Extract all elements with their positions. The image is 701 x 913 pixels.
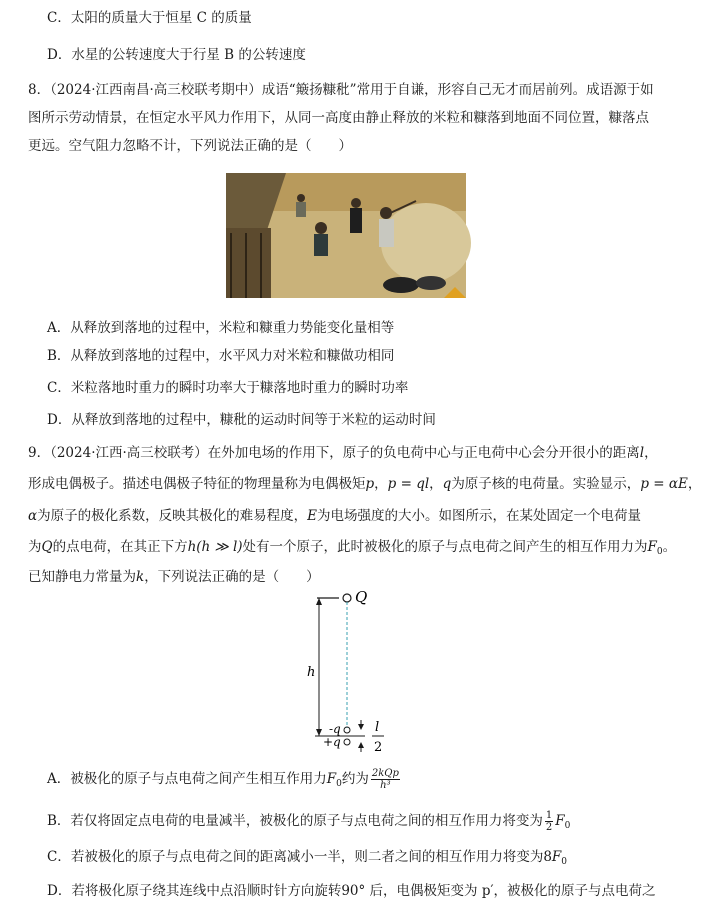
q8-option-c: C．米粒落地时重力的瞬时功率大于糠落地时重力的瞬时功率 [47,380,409,396]
h-arrow-down [316,729,322,736]
q8-stem-line3: 更远。空气阻力忽略不计，下列说法正确的是（ ） [28,138,352,154]
q9-option-c: C．若被极化的原子与点电荷之间的距离减小一半，则二者之间的相互作用力将变为$8F_0$ [47,849,568,867]
q8-option-a: A．从释放到落地的过程中，米粒和糠重力势能变化量相等 [47,320,395,336]
q8-stem-line2: 图所示劳动情景，在恒定水平风力作用下，从同一高度由静止释放的米粒和糠落到地面不同位置，糠落点 [28,110,649,126]
label-Q: Q [355,588,368,606]
q9-stem-line5: 已知静电力常量为k，下列说法正确的是（ ） [28,569,320,585]
label-l: l [375,720,380,735]
dipole-diagram [295,588,405,763]
q9-stem-line2: 形成电偶极子。描述电偶极子特征的物理量称为电偶极矩p，p = ql，q为原子核的电荷量。实验显示，p = αE， [28,476,701,492]
winnowing-painting [226,173,466,298]
label-minus-q: -q [329,722,341,736]
charge-Q [343,594,351,602]
q9-option-d: D．若将极化原子绕其连线中点沿顺时针方向旋转90° 后，电偶极矩变为 p′，被极化的原子与点电荷之 [47,883,656,899]
label-plus-q: +q [323,735,341,749]
option-d-prev: D．水星的公转速度大于行星 B 的公转速度 [47,47,306,63]
h-arrow-up [316,598,322,605]
q8-option-d: D．从释放到落地的过程中，糠秕的运动时间等于米粒的运动时间 [47,412,436,428]
q9-stem-line4: 为Q的点电荷，在其正下方h(h ≫ l)处有一个原子，此时被极化的原子与点电荷之间产生的相互作用力为$F_0$。 [28,539,677,557]
option-c-prev: C．太阳的质量大于恒星 C 的质量 [47,10,252,26]
q9-option-b: B．若仅将固定点电荷的电量减半，被极化的原子与点电荷之间的相互作用力将变为 $\frac{1}{2}$ $F_0$ [47,810,571,833]
q9-stem-line1: 9．（2024·江西·高三校联考）在外加电场的作用下，原子的负电荷中心与正电荷中心会分开很小的距离l， [28,445,658,461]
charge-plus-q [344,739,350,745]
q9-option-a: A．被极化的原子与点电荷之间产生相互作用力$F_0$约为 $\frac{\text{2kQp}}{\text{h³}}$ [47,768,399,791]
q8-stem-line1: 8．（2024·江西南昌·高三校联考期中）成语“簸扬糠秕”常用于自谦，形容自己无才而居前列。成语源于如 [28,82,654,98]
label-2: 2 [374,740,383,755]
q8-option-b: B．从释放到落地的过程中，水平风力对米粒和糠做功相同 [47,348,395,364]
label-h: h [307,665,316,680]
q9-stem-line3: α为原子的极化系数，反映其极化的难易程度，E为电场强度的大小。如图所示，在某处固定一个电荷量 [28,508,641,524]
